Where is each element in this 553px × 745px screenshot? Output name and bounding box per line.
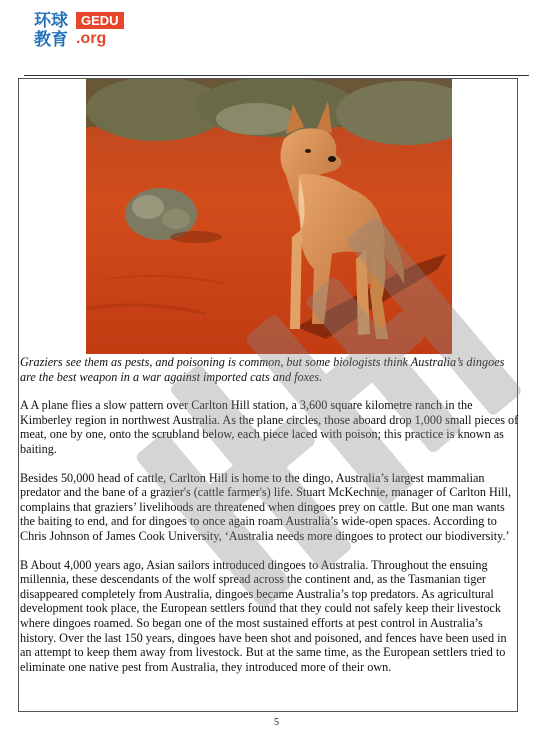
paragraph-b: B About 4,000 years ago, Asian sailors introduced dingoes to Australia. Throughout the ensuing millennia, these descendants of the wolf spread across the continent and, as the Tasmanian tiger disappeared completely from Australia, dingoes became Australia’s top predators. As agricultural development took place, the European settlers found that they could not safely keep their livestock where dingoes roamed. So began one of the most sustained efforts at pest control in Australia’s history. Over the last 150 years, dingoes have been shot and poisoned, and fences have been used in an attempt to keep them away from livestock. But at the same time, as the European settlers tried to eliminate one native pest from Australia, they introduced more of their own. [20, 557, 507, 674]
paragraph-a2: Besides 50,000 head of cattle, Carlton Hill is home to the dingo, Australia’s largest mammalian predator and the bane of a grazier's (cattle farmer's) life. Stuart McKechnie, manager of Carlton Hill, complains that graziers’ livelihoods are threatened when dingoes prey on cattle. But one man wants the baiting to end, and for dingoes to once again roam Australia’s wide-open spaces. According to Chris Johnson of James Cook University, ‘Australia needs more dingoes to protect our biodiversity.’ [20, 470, 512, 543]
logo-cn-line2: 教育 [34, 30, 68, 50]
logo-org-text: .org [76, 30, 107, 47]
dingo-photo-illustration [86, 79, 452, 354]
page-number: 5 [274, 717, 279, 728]
paragraph-a: A A plane flies a slow pattern over Carlton Hill station, a 3,600 square kilometre ranch in the Kimberley region in northwest Australia. As the plane circles, those aboard drop 1,000 small pieces of meat, one by one, onto the scrubland below, each piece laced with poison; this practice is known as baiting. [20, 398, 519, 456]
dingo-photo [86, 79, 452, 354]
logo-en-badge: GEDU [76, 12, 124, 29]
gedu-logo [34, 12, 134, 50]
photo-caption: Graziers see them as pests, and poisoning is common, but some biologists think Australia’s dingoes are the best weapon in a war against imported cats and foxes. [20, 355, 505, 384]
header-rule [24, 75, 529, 76]
article-body [20, 355, 520, 688]
logo-cn-line1: 环球 [34, 11, 68, 31]
